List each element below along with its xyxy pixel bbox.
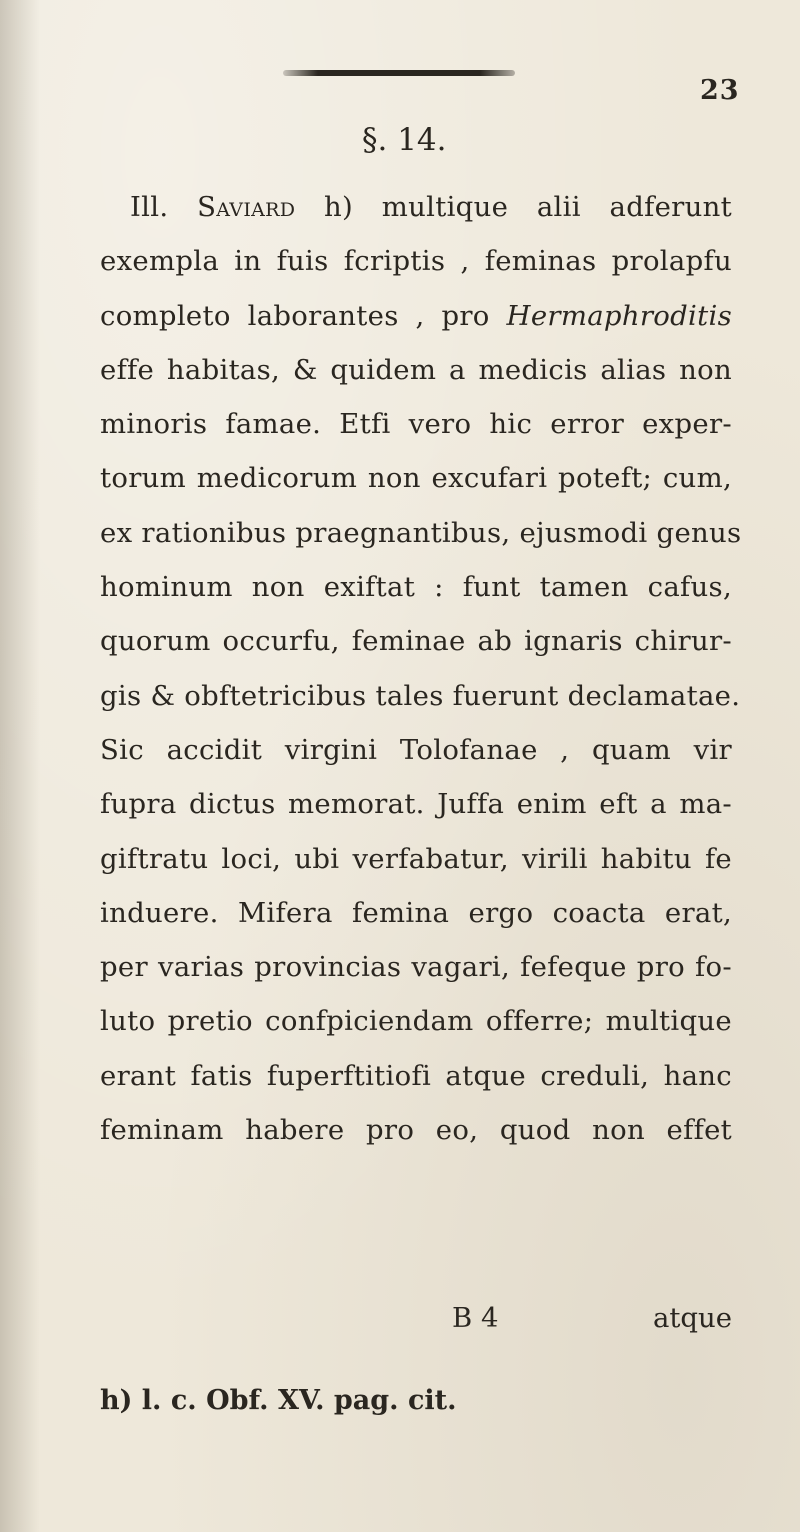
page-footer-row bbox=[100, 1302, 732, 1342]
text-line: completo laborantes , pro Hermaphroditis bbox=[100, 299, 732, 332]
text-line: effe habitas, & quidem a medicis alias non bbox=[100, 353, 732, 386]
text-line: exempla in fuis fcriptis , feminas prolapfu bbox=[100, 245, 732, 278]
text-line: erant fatis fuperftitiofi atque creduli, hanc bbox=[100, 1059, 732, 1092]
gutter-shadow bbox=[0, 0, 40, 1532]
text-line: hominum non exiftat : funt tamen cafus, bbox=[100, 571, 732, 604]
paragraph bbox=[100, 180, 742, 1157]
page-number: 23 bbox=[700, 75, 740, 106]
text-line: fupra dictus memorat. Juffa enim eft a ma- bbox=[100, 788, 732, 821]
text-line: per varias provincias vagari, fefeque pro fo- bbox=[100, 951, 732, 984]
text-line: quorum occurfu, feminae ab ignaris chirur- bbox=[100, 625, 732, 658]
signature-mark: B 4 bbox=[452, 1302, 499, 1334]
text-line: torum medicorum non excufari poteft; cum, bbox=[100, 462, 732, 495]
footnote: h) l. c. Obf. XV. pag. cit. bbox=[100, 1385, 457, 1416]
text-line: Sic accidit virgini Tolofanae , quam vir bbox=[100, 733, 732, 766]
text-line: luto pretio confpiciendam offerre; multique bbox=[100, 1005, 732, 1038]
text-line: induere. Mifera femina ergo coacta erat, bbox=[100, 896, 732, 929]
section-heading: §. 14. bbox=[362, 122, 447, 158]
text-line: gis & obftetricibus tales fuerunt declamatae. bbox=[100, 679, 741, 712]
text-line: ex rationibus praegnantibus, ejusmodi genus bbox=[100, 516, 742, 549]
text-line: Ill. Saviard h) multique alii adferunt bbox=[130, 191, 732, 223]
text-line: giftratu loci, ubi verfabatur, virili habitu fe bbox=[100, 842, 732, 875]
text-line: feminam habere pro eo, quod non effet bbox=[100, 1114, 732, 1147]
header-rule bbox=[283, 70, 515, 76]
catchword: atque bbox=[652, 1302, 732, 1334]
text-line: minoris famae. Etfi vero hic error exper- bbox=[100, 408, 732, 441]
